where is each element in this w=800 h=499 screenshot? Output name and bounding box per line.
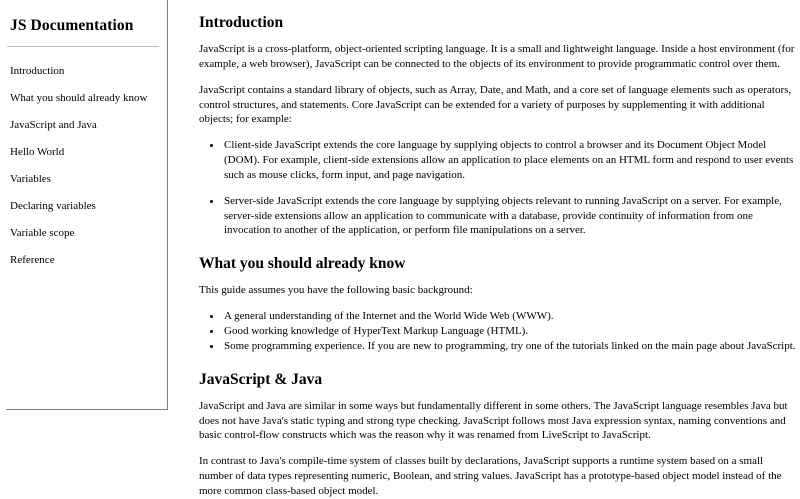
sidebar-item-what-you-should-already-know[interactable]: What you should already know [10, 92, 148, 105]
sidebar-item-reference[interactable]: Reference [10, 254, 55, 267]
list-item [6, 120, 167, 131]
list-item [6, 255, 167, 266]
section-javascript-and-java [199, 367, 798, 499]
list-item: • Good working knowledge of HyperText Markup Language (HTML). [222, 324, 798, 339]
list-item [6, 66, 167, 77]
section-heading-what-you-should-already-know: What you should already know [199, 255, 406, 273]
sidebar-item-variables[interactable]: Variables [10, 173, 51, 186]
prerequisites-bullet-list [199, 309, 798, 354]
sidebar-title: JS Documentation [10, 17, 134, 34]
sidebar-divider [7, 46, 159, 47]
paragraph: In contrast to Java's compile-time system of classes built by declarations, JavaScript supports a runtime system based on a small number of data types representing numeric, Boolean, and string values. JavaScript has a prototype-based object model instead of the more common class-based object model. [199, 455, 782, 498]
sidebar-item-javascript-and-java[interactable]: JavaScript and Java [10, 119, 97, 132]
section-heading-introduction: Introduction [199, 14, 284, 31]
sidebar-item-declaring-variables[interactable]: Declaring variables [10, 200, 96, 213]
paragraph: JavaScript and Java are similar in some ways but fundamentally different in some others. The JavaScript language resembles Java but does not have Java's static typing and strong type checking. JavaScript follows most Java expression syntax, naming conventions and basic control-flow constructs which was the reason why it was renamed from LiveScript to JavaScript. [199, 399, 788, 442]
list-item: • Server-side JavaScript extends the core language by supplying objects relevant to running JavaScript on a server. For example, server-side extensions allow an application to communicate with a database, provide continuity of information from one invocation to another of the application, or perform file manipulations on a server. [222, 194, 798, 239]
sidebar-item-hello-world[interactable]: Hello World [10, 146, 65, 159]
sidebar-link-list [6, 66, 167, 266]
paragraph: This guide assumes you have the following basic background: [199, 284, 473, 297]
list-item [6, 228, 167, 239]
paragraph: JavaScript is a cross-platform, object-oriented scripting language. It is a small and lightweight language. Inside a host environment (for example, a web browser), JavaScript can be connected to the objects of its environment to provide programmatic control over them. [199, 43, 795, 70]
section-introduction [199, 0, 798, 238]
list-item [6, 147, 167, 158]
section-what-you-should-already-know [199, 251, 798, 353]
section-spacer [199, 354, 798, 367]
list-item [6, 201, 167, 212]
section-heading-javascript-and-java: JavaScript & Java [199, 370, 323, 388]
list-item [6, 174, 167, 185]
list-item: • Client-side JavaScript extends the core language by supplying objects to control a browser and its Document Object Model (DOM). For example, client-side extensions allow an application to place elements on an HTML form and respond to user events such as mouse clicks, form input, and page navigation. [222, 138, 798, 183]
main-document [199, 0, 800, 499]
list-item: • A general understanding of the Internet and the World Wide Web (WWW). [222, 309, 798, 324]
paragraph: JavaScript contains a standard library of objects, such as Array, Date, and Math, and a core set of language elements such as operators, control structures, and statements. Core JavaScript can be extended for a variety of purposes by supplementing it with additional objects; for example: [199, 83, 792, 126]
sidebar-item-variable-scope[interactable]: Variable scope [10, 227, 75, 240]
sidebar-item-introduction[interactable]: Introduction [10, 65, 65, 78]
sidebar-navigation [6, 0, 168, 410]
list-item [6, 93, 167, 104]
introduction-bullet-list [199, 138, 798, 238]
section-spacer [199, 238, 798, 251]
list-item: • Some programming experience. If you are new to programming, try one of the tutorials linked on the main page about JavaScript. [222, 339, 798, 354]
